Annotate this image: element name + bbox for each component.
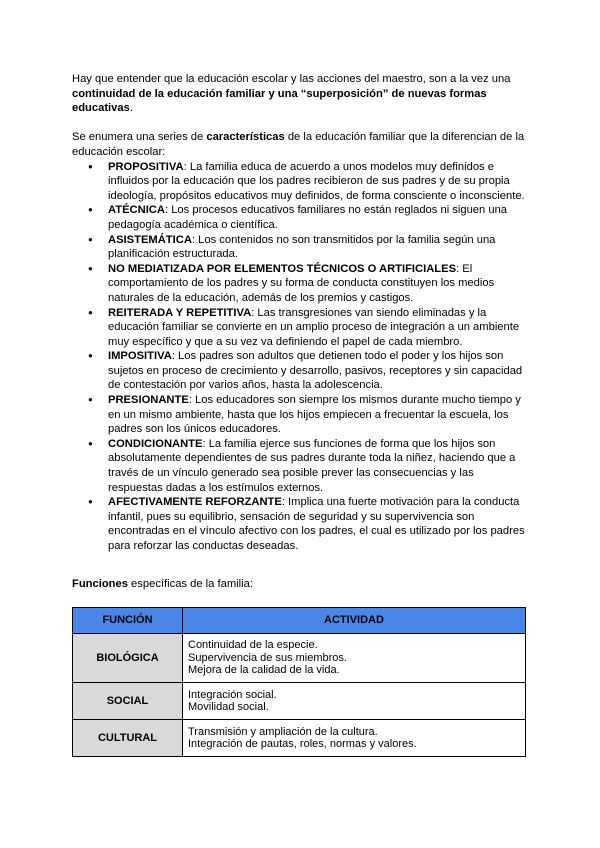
characteristic-description: : Los padres son adultos que detienen todo el poder y los hijos son sujetos en proceso de crecimiento y desarrollo, pasivos, receptores y sin capacidad de contestación por varios años, hasta la adolescencia. — [108, 350, 523, 392]
characteristic-description: : Implica una fuerte motivación para la conducta infantil, pues su equilibrio, sensación de seguridad y su supervivencia son encontradas en el vínculo afectivo con los padres, el cual es utilizado por los padres para reforzar las conductas deseadas. — [108, 496, 525, 552]
document-page — [72, 72, 528, 757]
activity-line: Mejora de la calidad de la vida. — [188, 664, 340, 677]
table-row — [73, 634, 526, 683]
functions-title-text: específicas de la familia: — [127, 577, 253, 590]
characteristic-term: IMPOSITIVA — [108, 350, 172, 363]
function-name: SOCIAL — [73, 683, 183, 720]
list-item — [108, 160, 528, 204]
list-item — [108, 233, 528, 262]
characteristic-description: : Los procesos educativos familiares no están reglados ni siguen una pedagogía académica o científica. — [108, 204, 508, 231]
intro-text: Hay que entender que la educación escolar y las acciones del maestro, son a la vez una — [72, 73, 511, 85]
header-funcion: FUNCIÓN — [73, 608, 183, 634]
activity-line: Movilidad social. — [188, 701, 269, 714]
intro-bold-text: continuidad de la educación familiar y una “superposición” de nuevas formas educativas — [72, 87, 487, 115]
list-item — [108, 306, 528, 350]
characteristic-description: : El comportamiento de los padres y su forma de conducta constituyen los medios naturales de la educación, además de los premios y castigos. — [108, 262, 495, 304]
characteristics-list — [72, 160, 528, 554]
characteristic-term: CONDICIONANTE — [108, 437, 203, 450]
table-row — [73, 683, 526, 720]
intro-paragraph — [72, 72, 528, 116]
activity-line: Supervivencia de sus miembros. — [188, 651, 347, 664]
table-row — [73, 720, 526, 757]
functions-title — [72, 577, 528, 592]
intro-text-end: . — [129, 102, 133, 115]
characteristic-description: : La familia educa de acuerdo a unos modelos muy definidos e influidos por la educación que los padres recibieron de sus padres y de su propia ideología, propósitos educativos muy definidos, de forma consciente o inconsciente. — [108, 160, 525, 202]
characteristics-intro-bold: características — [206, 131, 285, 144]
characteristics-intro-text: Se enumera una series de — [72, 131, 207, 144]
characteristic-term: NO MEDIATIZADA POR ELEMENTOS TÉCNICOS O ARTIFICIALES — [108, 262, 457, 275]
activity-line: Integración de pautas, roles, normas y valores. — [188, 738, 417, 751]
characteristics-intro — [72, 130, 528, 159]
function-activities — [183, 683, 526, 720]
functions-table — [72, 607, 526, 757]
list-item — [108, 203, 528, 232]
function-name: CULTURAL — [73, 720, 183, 757]
activity-line: Integración social. — [188, 688, 277, 701]
characteristic-term: REITERADA Y REPETITIVA — [108, 306, 252, 319]
functions-title-bold: Funciones — [72, 577, 128, 590]
characteristic-term: ATÉCNICA — [108, 204, 165, 217]
characteristic-description: : La familia ejerce sus funciones de forma que los hijos son absolutamente dependientes de sus padres durante toda la niñez, haciendo que a través de un vínculo generado sea posible prever las consecuencias y las respuestas dadas a los estímulos externos. — [108, 437, 516, 494]
function-activities — [183, 720, 526, 757]
activity-line: Transmisión y ampliación de la cultura. — [188, 725, 378, 738]
function-activities — [183, 634, 526, 683]
characteristics-intro-text-end: de la educación familiar que la diferencian de la educación escolar: — [72, 131, 525, 158]
header-actividad: ACTIVIDAD — [183, 608, 526, 634]
list-item — [108, 495, 528, 553]
list-item — [108, 437, 528, 495]
characteristic-description: : Los educadores son siempre los mismos durante mucho tiempo y en un mismo ambiente, hasta que los hijos empiecen a frecuentar la escuela, los padres son los únicos educadores. — [108, 394, 521, 436]
characteristic-description: : Los contenidos no son transmitidos por la familia según una planificación estructurada. — [108, 233, 496, 261]
list-item — [108, 262, 528, 306]
characteristic-term: AFECTIVAMENTE REFORZANTE — [108, 496, 282, 509]
characteristic-term: PROPOSITIVA — [108, 160, 184, 173]
characteristic-term: PRESIONANTE — [108, 394, 189, 407]
table-header-row — [73, 608, 526, 634]
characteristic-term: ASISTEMÁTICA — [108, 233, 192, 246]
list-item — [108, 393, 528, 437]
characteristic-description: : Las transgresiones van siendo eliminadas y la educación familiar se convierte en un amplio proceso de integración a un ambiente muy específico y que a su vez va definiendo el papel de cada miembro. — [108, 306, 520, 348]
function-name: BIOLÓGICA — [73, 634, 183, 683]
list-item — [108, 349, 528, 393]
activity-line: Continuidad de la especie. — [188, 639, 318, 652]
